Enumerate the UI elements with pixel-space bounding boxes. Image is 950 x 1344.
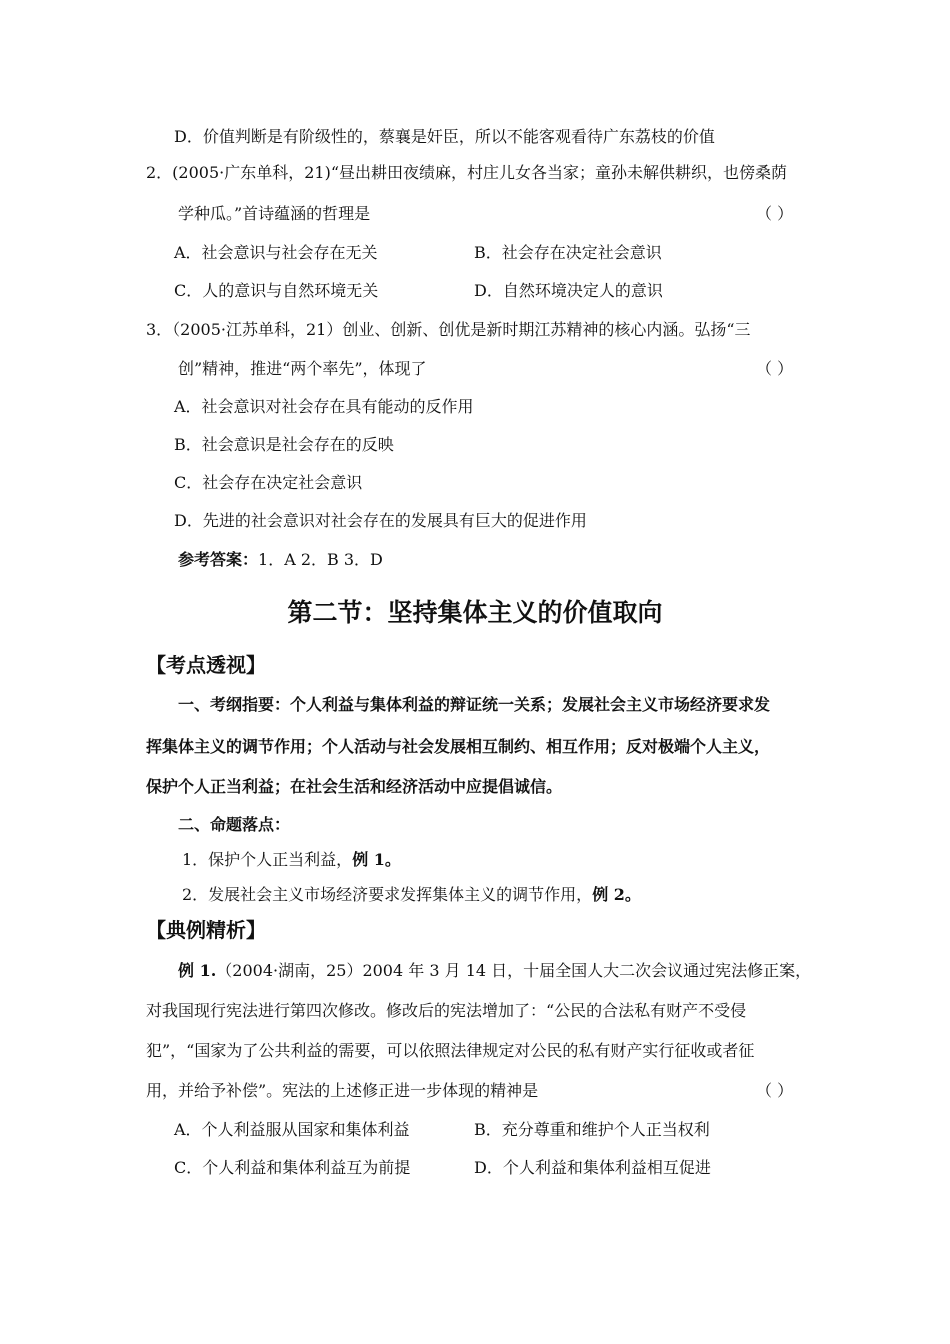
ex1-option-d: D．个人利益和集体利益相互促进 (474, 1158, 711, 1177)
section-title: 第二节：坚持集体主义的价值取向 (287, 598, 663, 627)
ex1-line1 (178, 960, 811, 982)
point-2-ref: 例 2。 (592, 885, 641, 904)
outline-line3: 保护个人正当利益；在社会生活和经济活动中应提倡诚信。 (146, 777, 563, 796)
answer-label: 参考答案： (178, 550, 259, 569)
outline-line2: 挥集体主义的调节作用；个人活动与社会发展相互制约、相互作用；反对极端个人主义， (146, 737, 771, 756)
point-1 (182, 849, 401, 871)
q2-answer-paren: （ ） (756, 204, 794, 223)
point-2-text: 2．发展社会主义市场经济要求发挥集体主义的调节作用， (182, 885, 593, 904)
q3-stem-line2: 创”精神，推进“两个率先”，体现了 (178, 359, 427, 378)
q3-option-c: C．社会存在决定社会意识 (174, 473, 363, 492)
points-header: 二、命题落点： (178, 815, 291, 834)
q3-option-a: A．社会意识对社会存在具有能动的反作用 (174, 397, 474, 416)
point-1-text: 1．保护个人正当利益， (182, 850, 353, 869)
q2-stem-line2: 学种瓜。”首诗蕴涵的哲理是 (178, 204, 371, 223)
dianli-header: 【典例精析】 (146, 918, 266, 942)
q3-answer-paren: （ ） (756, 359, 794, 378)
ex1-line1-text: （2004·湖南，25）2004 年 3 月 14 日，十届全国人大二次会议通过宪法修正案， (216, 961, 812, 980)
q1-option-d: D．价值判断是有阶级性的，蔡襄是奸臣，所以不能客观看待广东荔枝的价值 (174, 127, 715, 146)
ex1-line4: 用，并给予补偿”。宪法的上述修正进一步体现的精神是 (146, 1081, 539, 1100)
q3-stem-line1: 3．（2005·江苏单科，21）创业、创新、创优是新时期江苏精神的核心内涵。弘扬“三 (146, 320, 751, 339)
ex1-answer-paren: （ ） (756, 1081, 794, 1100)
kaodian-header: 【考点透视】 (146, 653, 266, 677)
ex1-option-b: B．充分尊重和维护个人正当权利 (474, 1120, 710, 1139)
reference-answers (178, 549, 383, 571)
ex1-option-a: A．个人利益服从国家和集体利益 (174, 1120, 410, 1139)
q2-stem-line1: 2．(2005·广东单科，21)“昼出耕田夜绩麻，村庄儿女各当家；童孙未解供耕织，也傍桑荫 (146, 163, 788, 182)
ex1-line2: 对我国现行宪法进行第四次修改。修改后的宪法增加了：“公民的合法私有财产不受侵 (146, 1001, 747, 1020)
q2-option-a: A．社会意识与社会存在无关 (174, 243, 378, 262)
answer-text: 1．A 2．B 3．D (258, 550, 383, 569)
outline-line1: 一、考纲指要：个人利益与集体利益的辩证统一关系；发展社会主义市场经济要求发 (178, 695, 771, 714)
q3-option-b: B．社会意识是社会存在的反映 (174, 435, 394, 454)
ex1-option-c: C．个人利益和集体利益互为前提 (174, 1158, 411, 1177)
point-2 (182, 884, 641, 906)
point-1-ref: 例 1。 (352, 850, 401, 869)
q2-option-c: C．人的意识与自然环境无关 (174, 281, 379, 300)
q2-option-d: D．自然环境决定人的意识 (474, 281, 663, 300)
ex1-label: 例 1. (178, 961, 217, 980)
q3-option-d: D．先进的社会意识对社会存在的发展具有巨大的促进作用 (174, 511, 587, 530)
ex1-line3: 犯”，“国家为了公共利益的需要，可以依照法律规定对公民的私有财产实行征收或者征 (146, 1041, 755, 1060)
q2-option-b: B．社会存在决定社会意识 (474, 243, 662, 262)
